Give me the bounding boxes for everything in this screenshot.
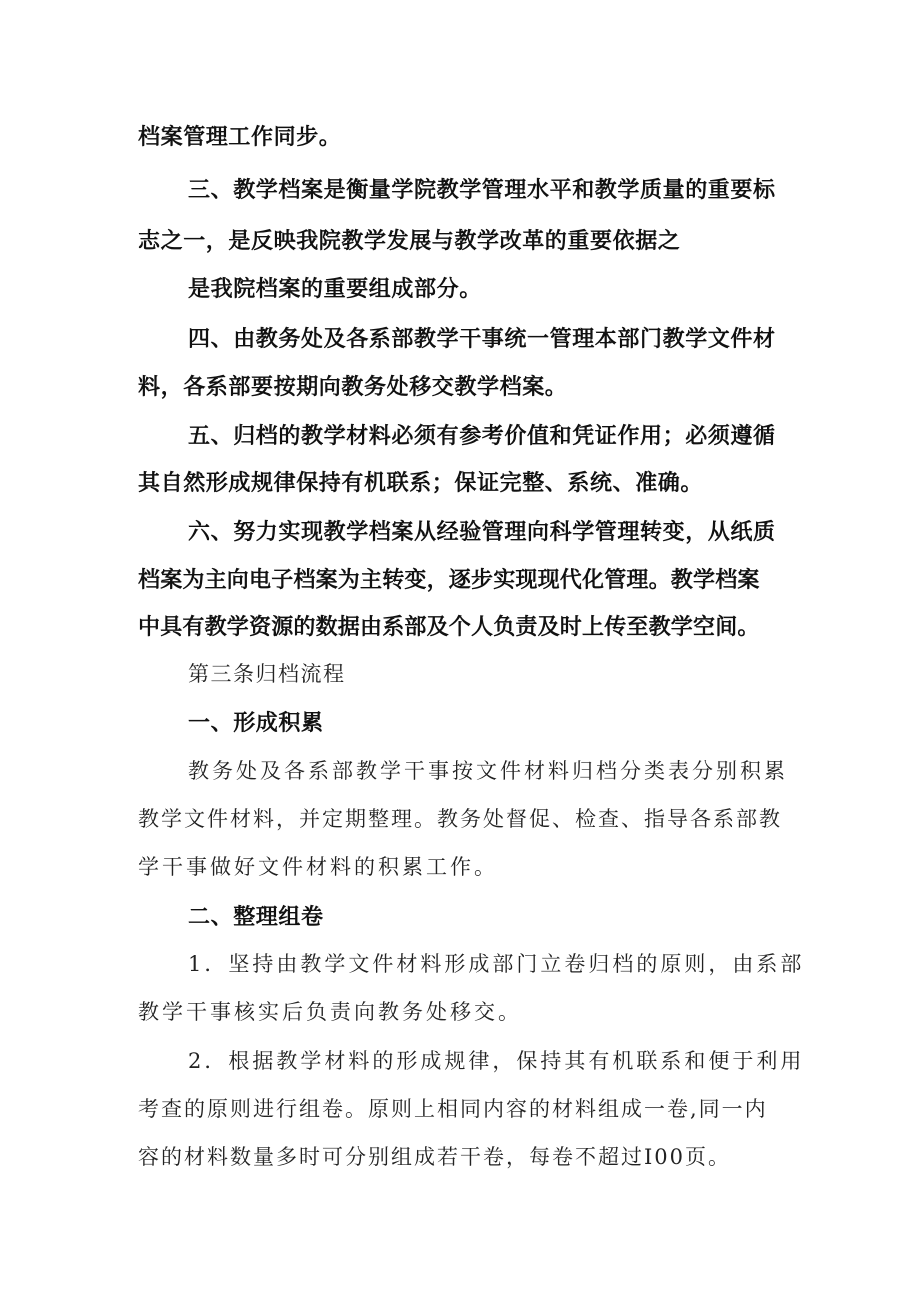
text-line: 档案管理工作同步。 [138, 125, 342, 150]
text-line: 其自然形成规律保持有机联系；保证完整、系统、准确。 [138, 471, 704, 496]
text-line: 1．坚持由教学文件材料形成部门立卷归档的原则，由系部 [188, 952, 805, 976]
section-heading: 一、形成积累 [188, 711, 324, 736]
text-line: 料，各系部要按期向教务处移交教学档案。 [138, 375, 568, 400]
text-line: 教学文件材料，并定期整理。教务处督促、检查、指导各系部教 [138, 807, 782, 831]
text-line: 档案为主向电子档案为主转变，逐步实现现代化管理。教学档案 [138, 568, 760, 593]
text-line: 容的材料数量多时可分别组成若干卷，每卷不超过I00页。 [138, 1145, 732, 1169]
article-heading: 第三条归档流程 [188, 662, 346, 686]
text-line: 五、归档的教学材料必须有参考价值和凭证作用；必须遵循 [188, 424, 776, 449]
text-line: 三、教学档案是衡量学院教学管理水平和教学质量的重要标 [188, 178, 776, 203]
text-line: 教务处及各系部教学干事按文件材料归档分类表分别积累 [188, 759, 788, 783]
text-line: 四、由教务处及各系部教学干事统一管理本部门教学文件材 [188, 327, 776, 352]
text-line: 志之一，是反映我院教学发展与教学改革的重要依据之 [138, 229, 681, 254]
text-line: 是我院档案的重要组成部分。 [188, 277, 482, 302]
section-heading: 二、整理组卷 [188, 905, 324, 930]
text-line: 教学干事核实后负责向教务处移交。 [138, 1000, 522, 1024]
text-line: 中具有教学资源的数据由系部及个人负责及时上传至教学空间。 [138, 615, 760, 640]
text-line: 学干事做好文件材料的积累工作。 [138, 855, 498, 879]
text-line: 考查的原则进行组卷。原则上相同内容的材料组成一卷,同一内 [138, 1097, 768, 1121]
text-line: 六、努力实现教学档案从经验管理向科学管理转变，从纸质 [188, 520, 776, 545]
text-line: 2．根据教学材料的形成规律，保持其有机联系和便于利用 [188, 1049, 805, 1073]
